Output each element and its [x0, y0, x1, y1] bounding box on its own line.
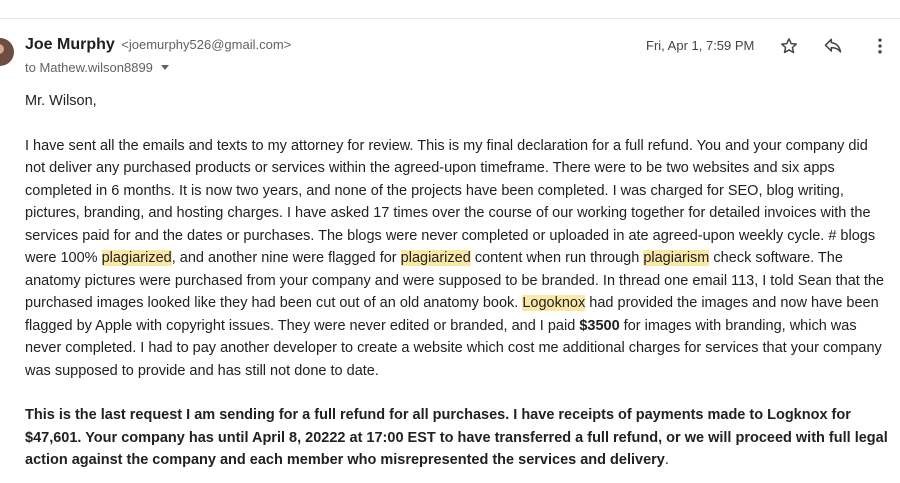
message-date: Fri, Apr 1, 7:59 PM: [646, 38, 755, 53]
sender-name[interactable]: Joe Murphy: [25, 36, 115, 53]
highlighted-term: plagiarism: [643, 250, 710, 266]
bold-demand: This is the last request I am sending for a full refund for all purchases. I have receipts of payments made to Logknox for $47,601. Your company has until April 8, 20222 at 17:00 EST to have transferred a full refund, or we will proceed with full legal action against the company and each member who misrepresented the services and delivery: [25, 407, 888, 468]
text-segment: for images with branding, which was never completed. I had to pay another developer to create a website which cost me additional charges for services that your company was supposed to provide and has still not done to date.: [25, 317, 882, 379]
more-vert-icon[interactable]: [868, 34, 892, 58]
highlighted-term: plagiarized: [101, 250, 172, 266]
greeting: Mr. Wilson,: [25, 93, 97, 109]
avatar[interactable]: [0, 38, 14, 66]
text-segment: check software. The anatomy pictures were purchased from your company and were supposed to be branded. In thread one email 113, I told Sean that the purchased images looked like they had been cut out of an old anatomy book.: [25, 250, 884, 311]
text-segment: .: [664, 452, 669, 468]
recipient-text: to Mathew.wilson8899: [25, 60, 153, 75]
amount-paid: $3500: [579, 317, 620, 334]
body-paragraph-2: [25, 404, 891, 472]
highlighted-term: Logoknox: [522, 295, 586, 311]
body-paragraph-1: [25, 135, 891, 383]
text-segment: , and another nine were flagged for: [171, 250, 401, 266]
text-segment: I have sent all the emails and texts to my attorney for review. This is my final declaration for a full refund. You and your company did not deliver any purchased products or services within the agreed-upon timeframe. There were to be two websites and six apps completed in 6 months. It is now two years, and none of the projects have been completed. I was charged for SEO, blog writing, pictures, branding, and hosting charges. I have asked 17 times over the course of our working together for detailed invoices with the services paid for and the dates or purchases. The blogs were never completed or uploaded in ate agreed-upon weekly cycle. # blogs were 100%: [25, 137, 876, 266]
text-segment: had provided the images and now have been flagged by Apple with copyright issues. They were never edited or branded, and I paid: [25, 295, 879, 334]
recipient-line[interactable]: [25, 60, 169, 75]
message-header: [25, 36, 900, 80]
sender-email: <joemurphy526@gmail.com>: [121, 37, 292, 52]
sender-line: [25, 36, 291, 54]
star-icon[interactable]: [777, 34, 801, 58]
message-body: [25, 90, 891, 472]
text-segment: content when run through: [470, 250, 644, 266]
highlighted-term: plagiarized: [400, 250, 471, 266]
caret-down-icon[interactable]: [161, 65, 169, 70]
top-divider: [0, 0, 900, 19]
reply-icon[interactable]: [821, 34, 845, 58]
